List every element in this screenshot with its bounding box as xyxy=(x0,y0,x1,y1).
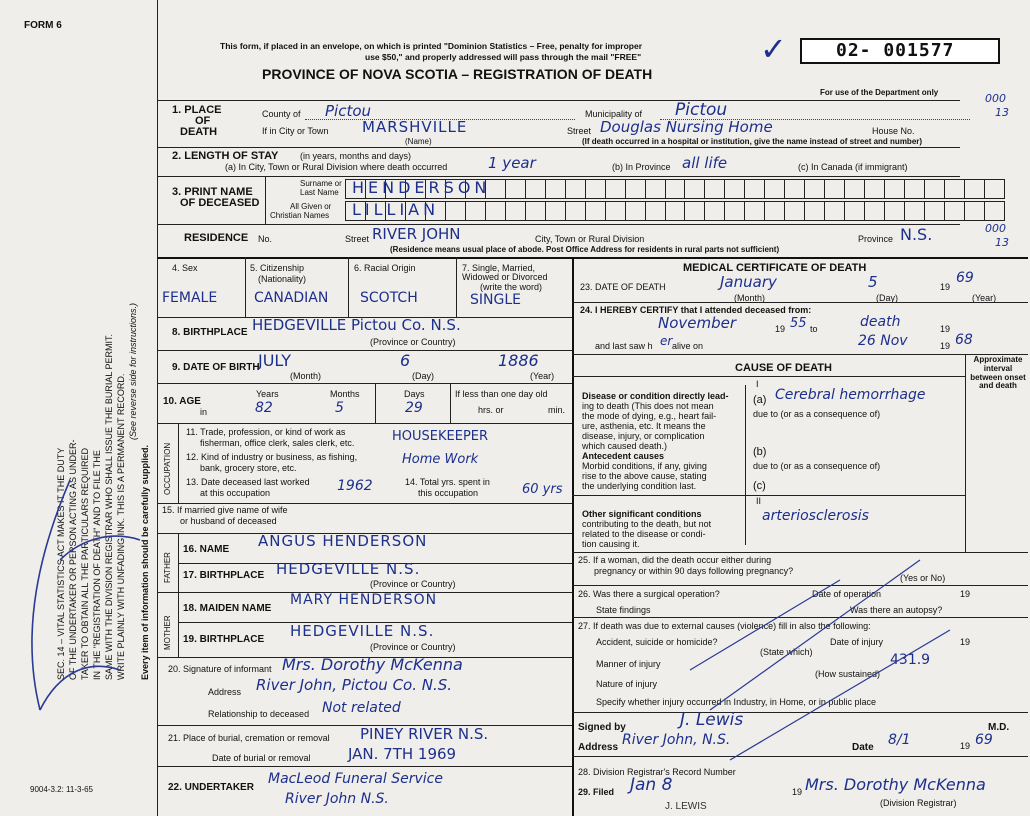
trade-label: 11. Trade, profession, or kind of work as xyxy=(186,427,346,437)
disease-label: Disease or condition directly lead- xyxy=(582,391,729,401)
spouse-label: 15. If married give name of wife xyxy=(162,505,288,515)
stay-label: 2. LENGTH OF STAY xyxy=(172,150,279,162)
dob-label: 9. DATE OF BIRTH xyxy=(172,362,260,373)
city-name-hint: (Name) xyxy=(405,137,432,146)
code-4: 13 xyxy=(995,236,1009,249)
occupation-side-label: OCCUPATION xyxy=(163,442,172,495)
relationship-label: Relationship to deceased xyxy=(208,709,310,719)
residence-street-value: RIVER JOHN xyxy=(372,225,461,243)
name-label-2: OF DECEASED xyxy=(180,197,260,209)
given-grid xyxy=(345,201,1005,221)
place-label: 1. PLACE xyxy=(172,104,222,116)
registrar-signature: Mrs. Dorothy McKenna xyxy=(805,775,986,794)
last-worked-value: 1962 xyxy=(337,478,373,494)
md-label: M.D. xyxy=(988,722,1010,733)
stay-c-label: (c) In Canada (if immigrant) xyxy=(798,162,908,172)
last-worked-label: 13. Date deceased last worked xyxy=(186,477,310,487)
form-code: 9004-3.2: 11-3-65 xyxy=(30,785,94,794)
municipality-value: Pictou xyxy=(675,100,728,120)
municipality-label: Municipality of xyxy=(585,109,643,119)
days-value: 29 xyxy=(405,400,423,416)
other-conditions-label-3: related to the disease or condi- xyxy=(582,529,706,539)
marital-label: 7. Single, Married, xyxy=(462,263,536,273)
filed-label: 29. Filed xyxy=(578,787,615,797)
father-birthplace-hint: (Province or Country) xyxy=(370,579,456,589)
cause-a-value: Cerebral hemorrhage xyxy=(775,387,926,403)
sign-year: 69 xyxy=(975,732,993,748)
attended-to-label: to xyxy=(810,324,818,334)
sign-date-label: Date xyxy=(852,742,874,753)
part-ii-label: II xyxy=(756,496,762,506)
dob-month: JULY xyxy=(258,351,291,370)
last-seen-label: and last saw h xyxy=(595,341,653,351)
racial-value: SCOTCH xyxy=(360,290,418,306)
disease-label-6: which caused death.) xyxy=(582,441,668,451)
other-conditions-label-2: contributing to the death, but not xyxy=(582,519,712,529)
antecedent-label-3: rise to the above cause, stating xyxy=(582,471,707,481)
burial-place-label: 21. Place of burial, cremation or removal xyxy=(168,733,330,743)
pregnancy-label: 25. If a woman, did the death occur either during xyxy=(578,555,772,565)
dob-day-hint: (Day) xyxy=(412,371,434,381)
total-years-value: 60 yrs xyxy=(522,482,563,497)
dod-year: 69 xyxy=(956,270,974,286)
diagonal-pen-strokes xyxy=(650,540,1020,810)
undertaker-address: River John N.S. xyxy=(285,791,389,807)
part-i-label: I xyxy=(756,379,759,389)
autopsy-label: Was there an autopsy? xyxy=(850,605,943,615)
name-label: 3. PRINT NAME xyxy=(172,186,253,198)
specify-label: Specify whether injury occurred in Industry, in Home, or in public place xyxy=(596,697,876,707)
due-to-label-2: due to (or as a consequence of) xyxy=(753,461,881,471)
check-mark: ✓ xyxy=(760,30,787,68)
industry-label-2: bank, grocery store, etc. xyxy=(200,463,297,473)
months-value: 5 xyxy=(335,400,344,416)
mother-birthplace-hint: (Province or Country) xyxy=(370,642,456,652)
mother-birthplace-value: HEDGEVILLE N.S. xyxy=(290,622,435,640)
industry-label: 12. Kind of industry or business, as fishing, xyxy=(186,452,358,462)
nature-label: Nature of injury xyxy=(596,679,658,689)
cause-b-prefix: (b) xyxy=(753,446,767,458)
mail-notice: This form, if placed in an envelope, on which is printed "Dominion Statistics – Free, penalty for improper xyxy=(220,41,643,51)
birthplace-hint: (Province or Country) xyxy=(370,337,456,347)
years-value: 82 xyxy=(255,400,273,416)
sidebar-line-5: SAME WITH THE DIVISION REGISTRAR WHO SHALL ISSUE THE BURIAL PERMIT. xyxy=(104,333,114,680)
residence-no-label: No. xyxy=(258,234,273,244)
sidebar-line-6: WRITE PLAINLY WITH UNFADING INK. THIS IS A PERMANENT RECORD. xyxy=(116,373,126,680)
other-conditions-value: arteriosclerosis xyxy=(762,508,869,524)
attended-from: November xyxy=(658,314,737,332)
dob-month-hint: (Month) xyxy=(290,371,322,381)
dod-label: 23. DATE OF DEATH xyxy=(580,282,666,292)
dob-year: 1886 xyxy=(498,351,539,370)
attended-from-year-prefix: 19 xyxy=(775,324,786,334)
disease-label-4: ure, asthenia, etc. It means the xyxy=(582,421,706,431)
age-in-label: in xyxy=(200,407,208,417)
informant-sig-label: 20. Signature of informant xyxy=(168,664,272,674)
age-label: 10. AGE xyxy=(163,396,201,407)
sidebar-line-4: IN THE "REGISTRATION OF DEATH" AND TO FILE THE xyxy=(92,450,102,680)
sidebar-italic-2: Every item of information should be carefully supplied. xyxy=(140,444,150,680)
father-name-label: 16. NAME xyxy=(183,544,230,555)
other-conditions-label-4: tion causing it. xyxy=(582,539,640,549)
injury-year: 19 xyxy=(960,637,971,647)
street-label: Street xyxy=(567,126,592,136)
operation-date-label: Date of operation xyxy=(812,589,882,599)
physician-address: River John, N.S. xyxy=(622,732,731,748)
antecedent-label: Antecedent causes xyxy=(582,451,665,461)
stay-hint: (in years, months and days) xyxy=(300,151,412,161)
operation-year: 19 xyxy=(960,589,971,599)
sidebar-line-2: OF THE UNDERTAKER OR PERSON ACTING AS UNDER- xyxy=(68,439,78,680)
alive-on-label: alive on xyxy=(672,341,704,351)
residence-province-value: N.S. xyxy=(900,225,933,244)
dod-day: 5 xyxy=(868,273,878,291)
disease-label-2: ing to death (This does not mean xyxy=(582,401,714,411)
sidebar-line-3: TAKER TO OBTAIN ALL THE PARTICULARS REQUIRED xyxy=(80,447,90,680)
form-title: PROVINCE OF NOVA SCOTIA – REGISTRATION OF DEATH xyxy=(262,66,653,82)
dob-day: 6 xyxy=(400,351,411,370)
interval-label: Approximate interval between onset and death xyxy=(970,355,1026,391)
external-causes-label: 27. If death was due to external causes (violence) fill in also the following: xyxy=(578,621,871,631)
alive-on-value: 26 Nov xyxy=(858,333,908,349)
filed-date: Jan 8 xyxy=(630,775,673,795)
spouse-label-2: or husband of deceased xyxy=(180,516,277,526)
alive-year: 68 xyxy=(955,332,973,348)
registrar-hint: (Division Registrar) xyxy=(880,798,957,808)
antecedent-label-4: the underlying condition last. xyxy=(582,481,697,491)
mother-name-value: MARY HENDERSON xyxy=(290,592,438,608)
street-value: Douglas Nursing Home xyxy=(600,118,773,136)
medical-header: MEDICAL CERTIFICATE OF DEATH xyxy=(683,262,867,274)
certify-label: 24. I HEREBY CERTIFY that I attended deceased from: xyxy=(580,305,812,315)
last-worked-label-2: at this occupation xyxy=(200,488,271,498)
trade-label-2: fisherman, office clerk, sales clerk, etc. xyxy=(200,438,355,448)
sex-value: FEMALE xyxy=(162,290,218,306)
city-value: MARSHVILLE xyxy=(362,118,468,136)
dod-year-hint: (Year) xyxy=(972,293,997,303)
informant-signature: Mrs. Dorothy McKenna xyxy=(282,655,463,674)
marital-label-2: Widowed or Divorced xyxy=(462,272,548,282)
dod-day-hint: (Day) xyxy=(876,293,898,303)
father-side-label: FATHER xyxy=(163,552,172,583)
sign-year-prefix: 19 xyxy=(960,741,971,751)
dod-year-prefix: 19 xyxy=(940,282,951,292)
mail-notice-2: use $50," and properly addressed will pass through the mail "FREE" xyxy=(365,52,642,62)
left-margin-line xyxy=(157,0,158,816)
informant-address-label: Address xyxy=(208,687,242,697)
findings-label: State findings xyxy=(596,605,651,615)
mother-name-label: 18. MAIDEN NAME xyxy=(183,603,272,614)
dod-month-hint: (Month) xyxy=(734,293,766,303)
margin-signature-scribble xyxy=(0,470,150,730)
sidebar-line-1: SEC. 14 – VITAL STATISTICS ACT MAKES IT THE DUTY xyxy=(56,447,66,680)
filed-year-prefix: 19 xyxy=(792,787,803,797)
injury-date-label: Date of injury xyxy=(830,637,884,647)
last-seen-her: er xyxy=(660,334,673,348)
hospital-hint: (If death occurred in a hospital or institution, give the name instead of street and number) xyxy=(582,137,923,146)
father-birthplace-value: HEDGEVILLE N.S. xyxy=(276,560,421,578)
industry-value: Home Work xyxy=(402,452,479,467)
mother-birthplace-label: 19. BIRTHPLACE xyxy=(183,634,265,645)
mother-side-label: MOTHER xyxy=(163,615,172,650)
burial-place-value: PINEY RIVER N.S. xyxy=(360,725,489,743)
physician-address-label: Address xyxy=(578,742,619,753)
city-label: If in City or Town xyxy=(262,126,329,136)
registrar-number-label: 28. Division Registrar's Record Number xyxy=(578,767,736,777)
marital-value: SINGLE xyxy=(470,292,521,308)
code-3: 000 xyxy=(985,222,1006,235)
cause-a-prefix: (a) xyxy=(753,394,767,406)
sign-date: 8/1 xyxy=(888,732,911,748)
sidebar-italic: (See reverse side for instructions.) xyxy=(128,302,138,440)
alive-year-prefix: 19 xyxy=(940,341,951,351)
form-number-label: FORM 6 xyxy=(24,20,62,31)
place-label-death: DEATH xyxy=(180,126,218,138)
physician-stamp: J. LEWIS xyxy=(665,801,707,812)
physician-signature: J. Lewis xyxy=(680,710,744,730)
sex-label: 4. Sex xyxy=(172,263,198,273)
how-sustained-hint: (How sustained) xyxy=(815,669,881,679)
stay-b-value: all life xyxy=(682,154,728,172)
racial-label: 6. Racial Origin xyxy=(354,263,416,273)
burial-date-value: JAN. 7TH 1969 xyxy=(348,745,457,763)
disease-label-5: disease, injury, or complication xyxy=(582,431,705,441)
surname-value: HENDERSON xyxy=(352,178,491,197)
min-label: min. xyxy=(548,405,566,415)
attended-to: death xyxy=(860,314,901,330)
years-label: Years xyxy=(256,389,279,399)
county-value: Pictou xyxy=(325,102,372,120)
surname-label-2: Last Name xyxy=(300,188,339,197)
accident-label: Accident, suicide or homicide? xyxy=(596,637,718,647)
given-value: LILLIAN xyxy=(352,200,440,219)
cause-header: CAUSE OF DEATH xyxy=(735,362,832,374)
birthplace-value: HEDGEVILLE Pictou Co. N.S. xyxy=(252,316,461,334)
given-label-2: Christian Names xyxy=(270,211,330,220)
residence-label: RESIDENCE xyxy=(184,232,249,244)
house-label: House No. xyxy=(872,126,915,136)
total-years-label-2: this occupation xyxy=(418,488,479,498)
signed-by-label: Signed by xyxy=(578,722,626,733)
citizenship-label: 5. Citizenship xyxy=(250,263,305,273)
place-label-of: OF xyxy=(195,115,211,127)
stay-b-label: (b) In Province xyxy=(612,162,671,172)
relationship-value: Not related xyxy=(322,700,401,716)
antecedent-label-2: Morbid conditions, if any, giving xyxy=(582,461,707,471)
days-label: Days xyxy=(404,389,425,399)
citizenship-hint: (Nationality) xyxy=(258,274,307,284)
trade-value: HOUSEKEEPER xyxy=(392,429,489,444)
father-name-value: ANGUS HENDERSON xyxy=(258,532,428,550)
surname-label: Surname or xyxy=(300,179,342,188)
county-label: County of xyxy=(262,109,301,119)
other-conditions-label: Other significant conditions xyxy=(582,509,702,519)
dept-use-label: For use of the Department only xyxy=(820,88,939,97)
residence-hint: (Residence means usual place of abode. Post Office Address for residents in rural parts not sufficient) xyxy=(390,245,780,254)
stay-a-value: 1 year xyxy=(488,154,536,172)
cause-c-prefix: (c) xyxy=(753,480,766,492)
residence-city-label: City, Town or Rural Division xyxy=(535,234,645,244)
residence-province-label: Province xyxy=(858,234,894,244)
undertaker-value: MacLeod Funeral Service xyxy=(268,771,443,787)
disease-label-3: the mode of dying, e.g., heart fail- xyxy=(582,411,717,421)
attended-from-year: 55 xyxy=(790,316,807,331)
months-label: Months xyxy=(330,389,360,399)
undertaker-label: 22. UNDERTAKER xyxy=(168,782,254,793)
registration-number: 02- 001577 xyxy=(800,38,1000,64)
hrs-label: hrs. or xyxy=(478,405,504,415)
due-to-label-1: due to (or as a consequence of) xyxy=(753,409,881,419)
manner-label: Manner of injury xyxy=(596,659,661,669)
yes-no-hint: (Yes or No) xyxy=(900,573,946,583)
surgical-label: 26. Was there a surgical operation? xyxy=(578,589,720,599)
dob-year-hint: (Year) xyxy=(530,371,555,381)
father-birthplace-label: 17. BIRTHPLACE xyxy=(183,570,265,581)
stay-a-label: (a) In City, Town or Rural Division where death occurred xyxy=(225,162,448,172)
cause-code: 431.9 xyxy=(890,652,931,668)
total-years-label: 14. Total yrs. spent in xyxy=(405,477,490,487)
birthplace-label: 8. BIRTHPLACE xyxy=(172,327,248,338)
given-label: All Given or xyxy=(290,202,332,211)
burial-date-label: Date of burial or removal xyxy=(212,753,311,763)
attended-to-year-prefix: 19 xyxy=(940,324,951,334)
state-which-hint: (State which) xyxy=(760,647,813,657)
pregnancy-label-2: pregnancy or within 90 days following pregnancy? xyxy=(594,566,794,576)
citizenship-value: CANADIAN xyxy=(254,290,329,306)
marital-label-3: (write the word) xyxy=(480,282,543,292)
residence-street-label: Street xyxy=(345,234,370,244)
informant-address: River John, Pictou Co. N.S. xyxy=(256,676,453,694)
dod-month: January xyxy=(720,273,777,291)
code-1: 000 xyxy=(985,92,1006,105)
less-day-label: If less than one day old xyxy=(455,389,548,399)
code-2: 13 xyxy=(995,106,1009,119)
